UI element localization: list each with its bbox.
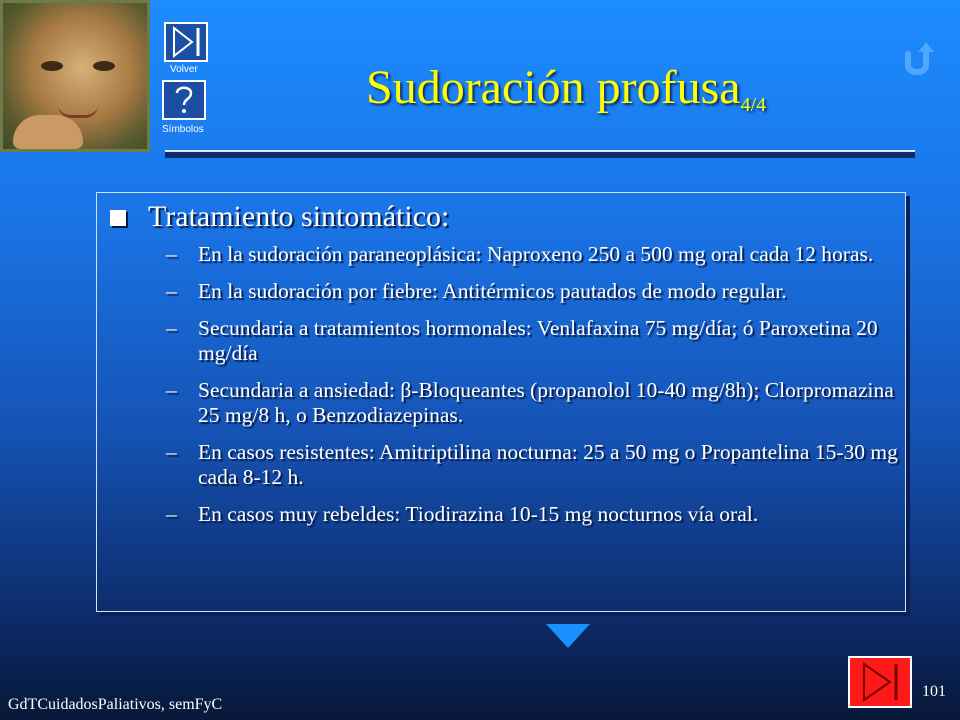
arrow-down-icon[interactable] [546,624,590,648]
list-dash: – [166,316,177,340]
list-dash: – [166,279,177,303]
title-divider [165,152,915,158]
end-show-button[interactable] [848,656,912,708]
title-divider-highlight [165,150,915,152]
list-item [166,242,906,267]
page-title [366,60,766,117]
next-track-icon [166,24,206,60]
back-label: Volver [170,64,198,75]
list-dash: – [166,440,177,464]
portrait-eye-right [93,61,115,71]
list-item [166,279,906,304]
return-button[interactable] [900,40,940,85]
title-suffix: 4/4 [740,94,767,116]
list-item [166,316,906,366]
list-dash: – [166,378,177,402]
bullet-square [110,210,126,226]
footer-credit: GdTCuidadosPaliativos, semFyC [8,696,223,713]
question-icon [164,82,204,118]
title-text: Sudoración profusa [366,61,741,114]
return-arrow-icon [900,40,940,80]
list-item-text: En la sudoración por fiebre: Antitérmicos pautados de modo regular. [198,279,787,303]
portrait-eye-left [41,61,63,71]
page-number: 101 [922,683,946,700]
symbols-label: Símbolos [162,124,204,135]
end-show-icon [850,658,910,706]
portrait-image [0,0,150,152]
list-item [166,440,906,490]
list-item-text: Secundaria a tratamientos hormonales: Venlafaxina 75 mg/día; ó Paroxetina 20 mg/día [198,316,878,365]
back-button[interactable] [164,22,208,62]
list-item-text: En casos resistentes: Amitriptilina nocturna: 25 a 50 mg o Propantelina 15-30 mg cada 8-12 h. [198,440,898,489]
treatment-list [166,242,906,539]
symbols-button[interactable] [162,80,206,120]
list-item-text: En la sudoración paraneoplásica: Naproxeno 250 a 500 mg oral cada 12 horas. [198,242,874,266]
content-heading: Tratamiento sintomático: [148,200,450,233]
list-item [166,502,906,527]
list-dash: – [166,502,177,526]
portrait-hand [13,115,83,149]
list-dash: – [166,242,177,266]
list-item-text: En casos muy rebeldes: Tiodirazina 10-15 mg nocturnos vía oral. [198,502,759,526]
list-item-text: Secundaria a ansiedad: β-Bloqueantes (propanolol 10-40 mg/8h); Clorpromazina 25 mg/8 h, o Benzodiazepinas. [198,378,894,427]
list-item [166,378,906,428]
